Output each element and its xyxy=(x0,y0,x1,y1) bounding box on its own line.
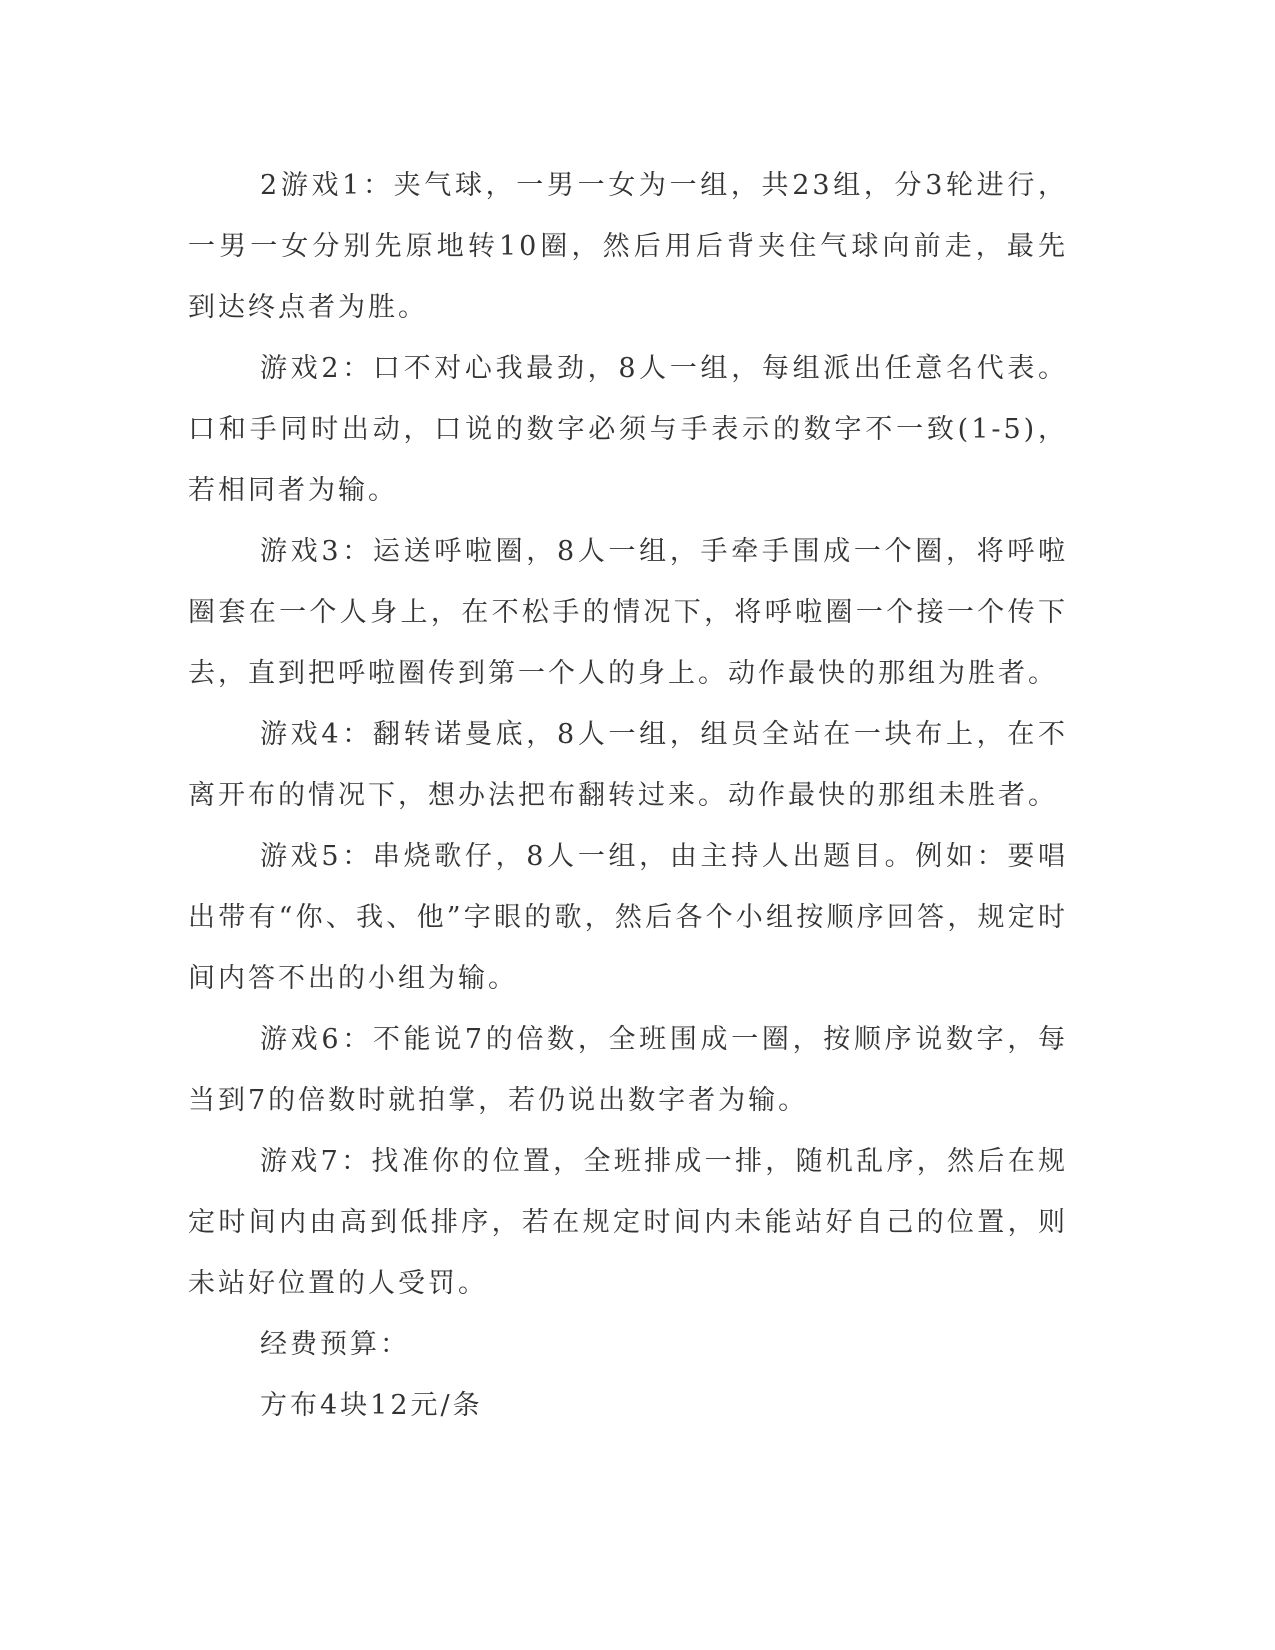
paragraph-game-6: 游戏6：不能说7的倍数，全班围成一圈，按顺序说数字，每当到7的倍数时就拍掌，若仍说出数字者为输。 xyxy=(188,1024,1068,1116)
paragraph-game-3: 游戏3：运送呼啦圈，8人一组，手牵手围成一个圈，将呼啦圈套在一个人身上，在不松手的情况下，将呼啦圈一个接一个传下去，直到把呼啦圈传到第一个人的身上。动作最快的那组为胜者。 xyxy=(188,536,1068,689)
paragraph-game-2: 游戏2：口不对心我最劲，8人一组，每组派出任意名代表。口和手同时出动，口说的数字必须与手表示的数字不一致(1-5)，若相同者为输。 xyxy=(188,353,1068,506)
paragraph-game-7: 游戏7：找准你的位置，全班排成一排，随机乱序，然后在规定时间内由高到低排序，若在规定时间内未能站好自己的位置，则未站好位置的人受罚。 xyxy=(188,1146,1068,1299)
paragraph-budget-item: 方布4块12元/条 xyxy=(260,1390,483,1421)
paragraph-game-1: 2游戏1：夹气球，一男一女为一组，共23组，分3轮进行，一男一女分别先原地转10圈，然后用后背夹住气球向前走，最先到达终点者为胜。 xyxy=(188,170,1068,323)
paragraph-budget-heading: 经费预算： xyxy=(260,1329,410,1360)
paragraph-game-5: 游戏5：串烧歌仔，8人一组，由主持人出题目。例如：要唱出带有“你、我、他”字眼的歌，然后各个小组按顺序回答，规定时间内答不出的小组为输。 xyxy=(188,841,1068,994)
paragraph-game-4: 游戏4：翻转诺曼底，8人一组，组员全站在一块布上，在不离开布的情况下，想办法把布翻转过来。动作最快的那组未胜者。 xyxy=(188,719,1068,811)
document-body xyxy=(188,155,1068,1436)
